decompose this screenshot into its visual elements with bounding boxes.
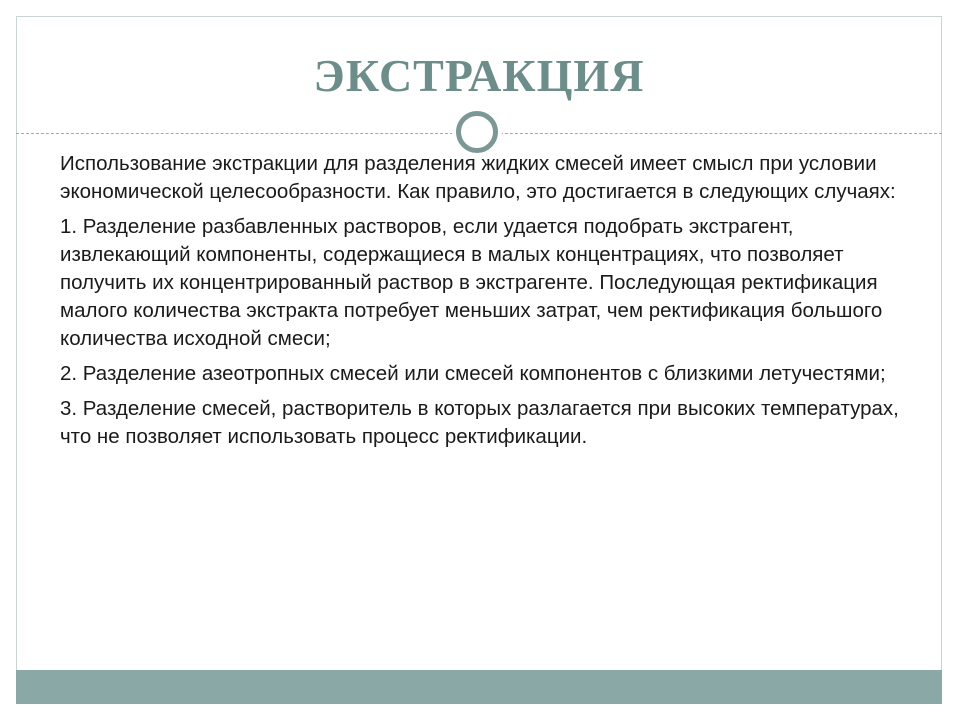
footer-band [16, 670, 942, 704]
list-item-3: 3. Разделение смесей, растворитель в которых разлагается при высоких температурах, что не позволяет использовать процесс ректификации. [60, 397, 899, 448]
slide-body [60, 150, 928, 458]
list-item-2: 2. Разделение азеотропных смесей или смесей компонентов с близкими летучестями; [60, 362, 886, 385]
slide-title: ЭКСТРАКЦИЯ [313, 50, 645, 101]
list-item-1: 1. Разделение разбавленных растворов, если удается подобрать экстрагент, извлекающий компоненты, содержащиеся в малых концентрациях, что позволяет получить их концентрированный раствор в экстрагенте. Последующая ректификация малого количества экстракта потребует меньших затрат, чем ректификация большого количества исходной смеси; [60, 215, 883, 350]
intro-paragraph: Использование экстракции для разделения жидких смесей имеет смысл при условии экономической целесообразности. Как правило, это достигается в следующих случаях: [60, 152, 896, 203]
divider-ring-inner [456, 111, 498, 153]
